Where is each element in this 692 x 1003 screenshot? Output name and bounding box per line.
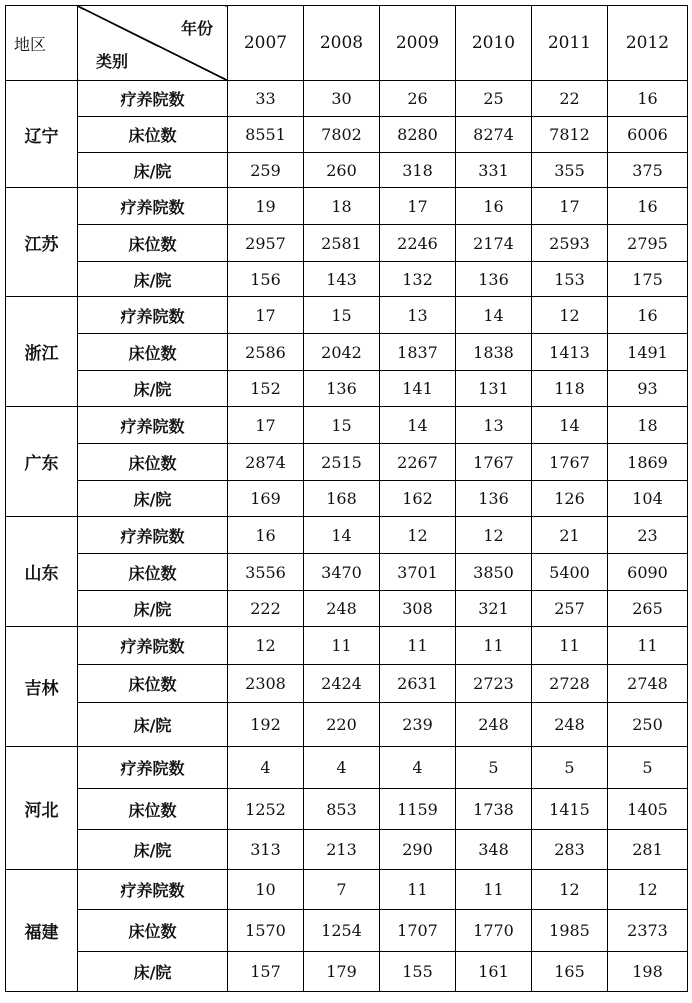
value-cell: 260 bbox=[304, 153, 380, 188]
table-row bbox=[6, 225, 688, 262]
table-row bbox=[6, 371, 688, 407]
value-cell: 2723 bbox=[456, 665, 532, 703]
region-cell: 辽宁 bbox=[6, 81, 78, 188]
value-cell: 5 bbox=[532, 747, 608, 789]
value-cell: 93 bbox=[608, 371, 688, 407]
value-cell: 2373 bbox=[608, 910, 688, 952]
value-cell: 1869 bbox=[608, 444, 688, 481]
value-cell: 3556 bbox=[228, 554, 304, 591]
value-cell: 165 bbox=[532, 952, 608, 992]
category-cell: 床/院 bbox=[78, 481, 228, 517]
category-cell: 床/院 bbox=[78, 830, 228, 870]
value-cell: 5400 bbox=[532, 554, 608, 591]
value-cell: 30 bbox=[304, 81, 380, 117]
value-cell: 2748 bbox=[608, 665, 688, 703]
category-cell: 床位数 bbox=[78, 789, 228, 830]
value-cell: 13 bbox=[456, 407, 532, 444]
value-cell: 6006 bbox=[608, 117, 688, 153]
year-header: 2007 bbox=[228, 6, 304, 81]
value-cell: 1491 bbox=[608, 334, 688, 371]
value-cell: 162 bbox=[380, 481, 456, 517]
value-cell: 1254 bbox=[304, 910, 380, 952]
value-cell: 213 bbox=[304, 830, 380, 870]
value-cell: 23 bbox=[608, 517, 688, 554]
value-cell: 11 bbox=[380, 627, 456, 665]
category-cell: 疗养院数 bbox=[78, 870, 228, 910]
value-cell: 11 bbox=[532, 627, 608, 665]
value-cell: 132 bbox=[380, 262, 456, 297]
value-cell: 18 bbox=[608, 407, 688, 444]
table-row bbox=[6, 665, 688, 703]
value-cell: 2874 bbox=[228, 444, 304, 481]
value-cell: 25 bbox=[456, 81, 532, 117]
category-cell: 疗养院数 bbox=[78, 407, 228, 444]
value-cell: 248 bbox=[304, 591, 380, 627]
value-cell: 308 bbox=[380, 591, 456, 627]
value-cell: 321 bbox=[456, 591, 532, 627]
value-cell: 2424 bbox=[304, 665, 380, 703]
value-cell: 2957 bbox=[228, 225, 304, 262]
value-cell: 26 bbox=[380, 81, 456, 117]
value-cell: 126 bbox=[532, 481, 608, 517]
value-cell: 11 bbox=[304, 627, 380, 665]
value-cell: 4 bbox=[304, 747, 380, 789]
category-cell: 疗养院数 bbox=[78, 81, 228, 117]
value-cell: 283 bbox=[532, 830, 608, 870]
category-cell: 床位数 bbox=[78, 910, 228, 952]
value-cell: 2246 bbox=[380, 225, 456, 262]
value-cell: 7812 bbox=[532, 117, 608, 153]
table-container bbox=[5, 5, 688, 992]
value-cell: 11 bbox=[380, 870, 456, 910]
value-cell: 1770 bbox=[456, 910, 532, 952]
value-cell: 15 bbox=[304, 407, 380, 444]
value-cell: 16 bbox=[228, 517, 304, 554]
value-cell: 141 bbox=[380, 371, 456, 407]
value-cell: 131 bbox=[456, 371, 532, 407]
value-cell: 17 bbox=[228, 297, 304, 334]
value-cell: 198 bbox=[608, 952, 688, 992]
value-cell: 1738 bbox=[456, 789, 532, 830]
value-cell: 220 bbox=[304, 703, 380, 747]
category-cell: 床/院 bbox=[78, 262, 228, 297]
value-cell: 19 bbox=[228, 188, 304, 225]
table-row bbox=[6, 627, 688, 665]
value-cell: 222 bbox=[228, 591, 304, 627]
value-cell: 21 bbox=[532, 517, 608, 554]
value-cell: 156 bbox=[228, 262, 304, 297]
category-axis-label: 类别 bbox=[96, 52, 129, 71]
table-row bbox=[6, 117, 688, 153]
category-cell: 床/院 bbox=[78, 153, 228, 188]
table-row bbox=[6, 910, 688, 952]
category-cell: 疗养院数 bbox=[78, 297, 228, 334]
value-cell: 1707 bbox=[380, 910, 456, 952]
year-axis-label: 年份 bbox=[180, 19, 213, 38]
category-cell: 床/院 bbox=[78, 952, 228, 992]
value-cell: 136 bbox=[456, 481, 532, 517]
value-cell: 1159 bbox=[380, 789, 456, 830]
value-cell: 1413 bbox=[532, 334, 608, 371]
table-row bbox=[6, 262, 688, 297]
value-cell: 152 bbox=[228, 371, 304, 407]
category-cell: 床/院 bbox=[78, 703, 228, 747]
value-cell: 136 bbox=[456, 262, 532, 297]
table-row bbox=[6, 153, 688, 188]
value-cell: 2728 bbox=[532, 665, 608, 703]
value-cell: 143 bbox=[304, 262, 380, 297]
table-row bbox=[6, 870, 688, 910]
value-cell: 281 bbox=[608, 830, 688, 870]
value-cell: 250 bbox=[608, 703, 688, 747]
value-cell: 8280 bbox=[380, 117, 456, 153]
value-cell: 1838 bbox=[456, 334, 532, 371]
value-cell: 2795 bbox=[608, 225, 688, 262]
value-cell: 12 bbox=[608, 870, 688, 910]
value-cell: 2581 bbox=[304, 225, 380, 262]
value-cell: 14 bbox=[380, 407, 456, 444]
value-cell: 17 bbox=[380, 188, 456, 225]
value-cell: 12 bbox=[228, 627, 304, 665]
region-cell: 山东 bbox=[6, 517, 78, 627]
value-cell: 12 bbox=[532, 870, 608, 910]
value-cell: 12 bbox=[456, 517, 532, 554]
year-header: 2010 bbox=[456, 6, 532, 81]
value-cell: 5 bbox=[608, 747, 688, 789]
value-cell: 4 bbox=[380, 747, 456, 789]
value-cell: 1570 bbox=[228, 910, 304, 952]
table-row bbox=[6, 517, 688, 554]
category-cell: 床/院 bbox=[78, 371, 228, 407]
value-cell: 853 bbox=[304, 789, 380, 830]
value-cell: 14 bbox=[532, 407, 608, 444]
header-row bbox=[6, 6, 688, 81]
region-header: 地区 bbox=[6, 6, 78, 81]
value-cell: 3701 bbox=[380, 554, 456, 591]
region-cell: 吉林 bbox=[6, 627, 78, 747]
value-cell: 17 bbox=[228, 407, 304, 444]
value-cell: 13 bbox=[380, 297, 456, 334]
value-cell: 155 bbox=[380, 952, 456, 992]
value-cell: 7802 bbox=[304, 117, 380, 153]
value-cell: 22 bbox=[532, 81, 608, 117]
value-cell: 313 bbox=[228, 830, 304, 870]
category-cell: 疗养院数 bbox=[78, 747, 228, 789]
category-cell: 疗养院数 bbox=[78, 517, 228, 554]
table-row bbox=[6, 830, 688, 870]
value-cell: 1405 bbox=[608, 789, 688, 830]
value-cell: 257 bbox=[532, 591, 608, 627]
table-row bbox=[6, 952, 688, 992]
table-row bbox=[6, 703, 688, 747]
table-row bbox=[6, 81, 688, 117]
value-cell: 265 bbox=[608, 591, 688, 627]
table-body bbox=[6, 81, 688, 992]
table-row bbox=[6, 481, 688, 517]
table-row bbox=[6, 334, 688, 371]
region-cell: 广东 bbox=[6, 407, 78, 517]
value-cell: 2515 bbox=[304, 444, 380, 481]
value-cell: 248 bbox=[532, 703, 608, 747]
value-cell: 33 bbox=[228, 81, 304, 117]
value-cell: 104 bbox=[608, 481, 688, 517]
value-cell: 4 bbox=[228, 747, 304, 789]
year-header: 2012 bbox=[608, 6, 688, 81]
table-row bbox=[6, 444, 688, 481]
value-cell: 3850 bbox=[456, 554, 532, 591]
value-cell: 5 bbox=[456, 747, 532, 789]
value-cell: 2267 bbox=[380, 444, 456, 481]
value-cell: 239 bbox=[380, 703, 456, 747]
year-header: 2011 bbox=[532, 6, 608, 81]
value-cell: 2308 bbox=[228, 665, 304, 703]
value-cell: 16 bbox=[608, 188, 688, 225]
year-header: 2009 bbox=[380, 6, 456, 81]
category-cell: 疗养院数 bbox=[78, 627, 228, 665]
value-cell: 12 bbox=[380, 517, 456, 554]
value-cell: 11 bbox=[456, 627, 532, 665]
category-cell: 床位数 bbox=[78, 117, 228, 153]
value-cell: 2174 bbox=[456, 225, 532, 262]
value-cell: 14 bbox=[304, 517, 380, 554]
value-cell: 248 bbox=[456, 703, 532, 747]
table-row bbox=[6, 188, 688, 225]
value-cell: 11 bbox=[608, 627, 688, 665]
year-header: 2008 bbox=[304, 6, 380, 81]
sanatorium-table bbox=[5, 5, 688, 992]
region-cell: 河北 bbox=[6, 747, 78, 870]
table-row bbox=[6, 297, 688, 334]
category-cell: 床位数 bbox=[78, 554, 228, 591]
table-row bbox=[6, 407, 688, 444]
table-row bbox=[6, 554, 688, 591]
value-cell: 16 bbox=[608, 81, 688, 117]
value-cell: 259 bbox=[228, 153, 304, 188]
value-cell: 1252 bbox=[228, 789, 304, 830]
value-cell: 8274 bbox=[456, 117, 532, 153]
value-cell: 318 bbox=[380, 153, 456, 188]
region-cell: 福建 bbox=[6, 870, 78, 992]
value-cell: 1767 bbox=[532, 444, 608, 481]
value-cell: 2631 bbox=[380, 665, 456, 703]
value-cell: 153 bbox=[532, 262, 608, 297]
value-cell: 161 bbox=[456, 952, 532, 992]
value-cell: 118 bbox=[532, 371, 608, 407]
value-cell: 3470 bbox=[304, 554, 380, 591]
region-cell: 江苏 bbox=[6, 188, 78, 297]
value-cell: 8551 bbox=[228, 117, 304, 153]
value-cell: 10 bbox=[228, 870, 304, 910]
value-cell: 290 bbox=[380, 830, 456, 870]
value-cell: 15 bbox=[304, 297, 380, 334]
value-cell: 157 bbox=[228, 952, 304, 992]
table-row bbox=[6, 789, 688, 830]
value-cell: 2586 bbox=[228, 334, 304, 371]
value-cell: 136 bbox=[304, 371, 380, 407]
value-cell: 11 bbox=[456, 870, 532, 910]
value-cell: 18 bbox=[304, 188, 380, 225]
category-cell: 床位数 bbox=[78, 334, 228, 371]
value-cell: 2042 bbox=[304, 334, 380, 371]
value-cell: 179 bbox=[304, 952, 380, 992]
category-cell: 疗养院数 bbox=[78, 188, 228, 225]
value-cell: 375 bbox=[608, 153, 688, 188]
category-cell: 床位数 bbox=[78, 444, 228, 481]
value-cell: 17 bbox=[532, 188, 608, 225]
value-cell: 16 bbox=[608, 297, 688, 334]
value-cell: 348 bbox=[456, 830, 532, 870]
value-cell: 1985 bbox=[532, 910, 608, 952]
value-cell: 1767 bbox=[456, 444, 532, 481]
value-cell: 355 bbox=[532, 153, 608, 188]
value-cell: 16 bbox=[456, 188, 532, 225]
value-cell: 168 bbox=[304, 481, 380, 517]
category-cell: 床/院 bbox=[78, 591, 228, 627]
value-cell: 169 bbox=[228, 481, 304, 517]
value-cell: 12 bbox=[532, 297, 608, 334]
value-cell: 7 bbox=[304, 870, 380, 910]
value-cell: 6090 bbox=[608, 554, 688, 591]
value-cell: 331 bbox=[456, 153, 532, 188]
value-cell: 1837 bbox=[380, 334, 456, 371]
region-cell: 浙江 bbox=[6, 297, 78, 407]
category-cell: 床位数 bbox=[78, 665, 228, 703]
table-row bbox=[6, 591, 688, 627]
category-cell: 床位数 bbox=[78, 225, 228, 262]
value-cell: 1415 bbox=[532, 789, 608, 830]
value-cell: 14 bbox=[456, 297, 532, 334]
value-cell: 192 bbox=[228, 703, 304, 747]
diagonal-header-cell bbox=[78, 6, 228, 81]
value-cell: 175 bbox=[608, 262, 688, 297]
table-row bbox=[6, 747, 688, 789]
value-cell: 2593 bbox=[532, 225, 608, 262]
